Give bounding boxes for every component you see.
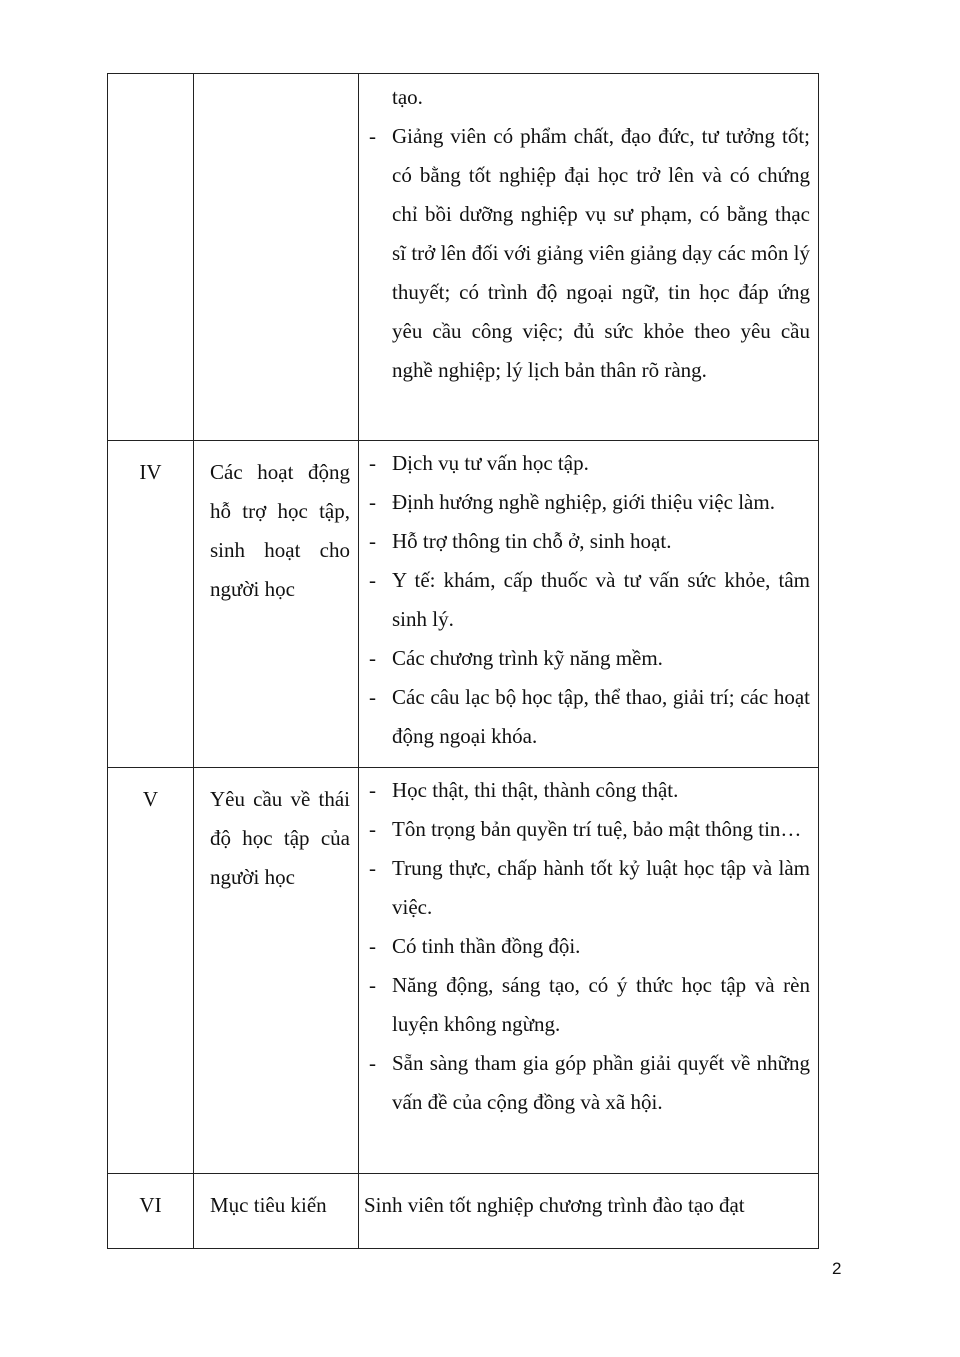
list-item-text: Trung thực, chấp hành tốt kỷ luật học tập và làm việc.	[392, 856, 810, 919]
list-item	[369, 522, 810, 561]
list-item-text: Hỗ trợ thông tin chỗ ở, sinh hoạt.	[392, 529, 672, 553]
dash-marker: -	[369, 856, 376, 880]
dash-marker: -	[369, 778, 376, 802]
list-item-text: Y tế: khám, cấp thuốc và tư vấn sức khỏe, tâm sinh lý.	[392, 568, 810, 631]
row-number: VI	[139, 1193, 162, 1217]
dash-marker: -	[369, 124, 376, 148]
row-label: Mục tiêu kiến	[210, 1193, 327, 1217]
list-item-text: Sẵn sàng tham gia góp phần giải quyết về những vấn đề của cộng đồng và xã hội.	[392, 1051, 810, 1114]
list-item	[369, 771, 810, 810]
list-item-text: Dịch vụ tư vấn học tập.	[392, 451, 589, 475]
list-item	[369, 927, 810, 966]
row-content-cell	[359, 1174, 819, 1249]
list-item-text: Tôn trọng bản quyền trí tuệ, bảo mật thông tin…	[392, 817, 802, 841]
dash-marker: -	[369, 1051, 376, 1075]
dash-marker: -	[369, 685, 376, 709]
row-label	[194, 74, 358, 86]
list-item	[369, 849, 810, 927]
list-item	[369, 678, 810, 756]
row-label-cell	[194, 768, 359, 1174]
dash-marker: -	[369, 529, 376, 553]
list-item-text: Giảng viên có phẩm chất, đạo đức, tư tưởng tốt; có bằng tốt nghiệp đại học trở lên và có chứng chỉ bồi dưỡng nghiệp vụ sư phạm, có bằng thạc sĩ trở lên đối với giảng viên giảng dạy các môn lý thuyết; có trình độ ngoại ngữ, tin học đáp ứng yêu cầu công việc; đủ sức khỏe theo yêu cầu nghề nghiệp; lý lịch bản thân rõ ràng.	[392, 124, 810, 382]
row-number-cell	[108, 1174, 194, 1249]
row-number	[108, 74, 193, 86]
row-number-cell	[108, 74, 194, 441]
list-item: tạo.	[392, 85, 423, 109]
dash-marker: -	[369, 451, 376, 475]
dash-marker: -	[369, 817, 376, 841]
list-item	[369, 1044, 810, 1122]
row-label-cell	[194, 1174, 359, 1249]
list-item	[369, 966, 810, 1044]
row-content-cell	[359, 74, 819, 441]
list-item-text: Có tinh thần đồng đội.	[392, 934, 581, 958]
row-label-cell	[194, 74, 359, 441]
list-item	[369, 810, 810, 849]
row-number: V	[142, 787, 159, 811]
row-number: IV	[139, 460, 162, 484]
list-item-text: Học thật, thi thật, thành công thật.	[392, 778, 679, 802]
table-row	[108, 74, 819, 441]
dash-marker: -	[369, 934, 376, 958]
list-item-text: Các câu lạc bộ học tập, thể thao, giải trí; các hoạt động ngoại khóa.	[392, 685, 810, 748]
row-content-cell	[359, 768, 819, 1174]
table-row	[108, 1174, 819, 1249]
list-item-text: Năng động, sáng tạo, có ý thức học tập và rèn luyện không ngừng.	[392, 973, 810, 1036]
row-label: Các hoạt động hỗ trợ học tập, sinh hoạt cho người học	[210, 460, 350, 601]
row-content-cell	[359, 441, 819, 768]
row-label: Yêu cầu về thái độ học tập của người học	[210, 787, 350, 889]
dash-marker: -	[369, 490, 376, 514]
dash-marker: -	[369, 973, 376, 997]
dash-marker: -	[369, 568, 376, 592]
page-number: 2	[832, 1259, 842, 1278]
table-row	[108, 768, 819, 1174]
list-item	[369, 117, 810, 390]
list-item-text: Các chương trình kỹ năng mềm.	[392, 646, 663, 670]
row-number-cell	[108, 441, 194, 768]
row-paragraph: Sinh viên tốt nghiệp chương trình đào tạo đạt	[364, 1193, 745, 1217]
list-item	[369, 444, 810, 483]
program-table	[107, 73, 819, 1249]
list-item	[369, 639, 810, 678]
list-item-text: Định hướng nghề nghiệp, giới thiệu việc làm.	[392, 490, 775, 514]
table-row	[108, 441, 819, 768]
row-number-cell	[108, 768, 194, 1174]
row-label-cell	[194, 441, 359, 768]
list-item	[369, 483, 810, 522]
dash-marker: -	[369, 646, 376, 670]
list-item	[369, 561, 810, 639]
